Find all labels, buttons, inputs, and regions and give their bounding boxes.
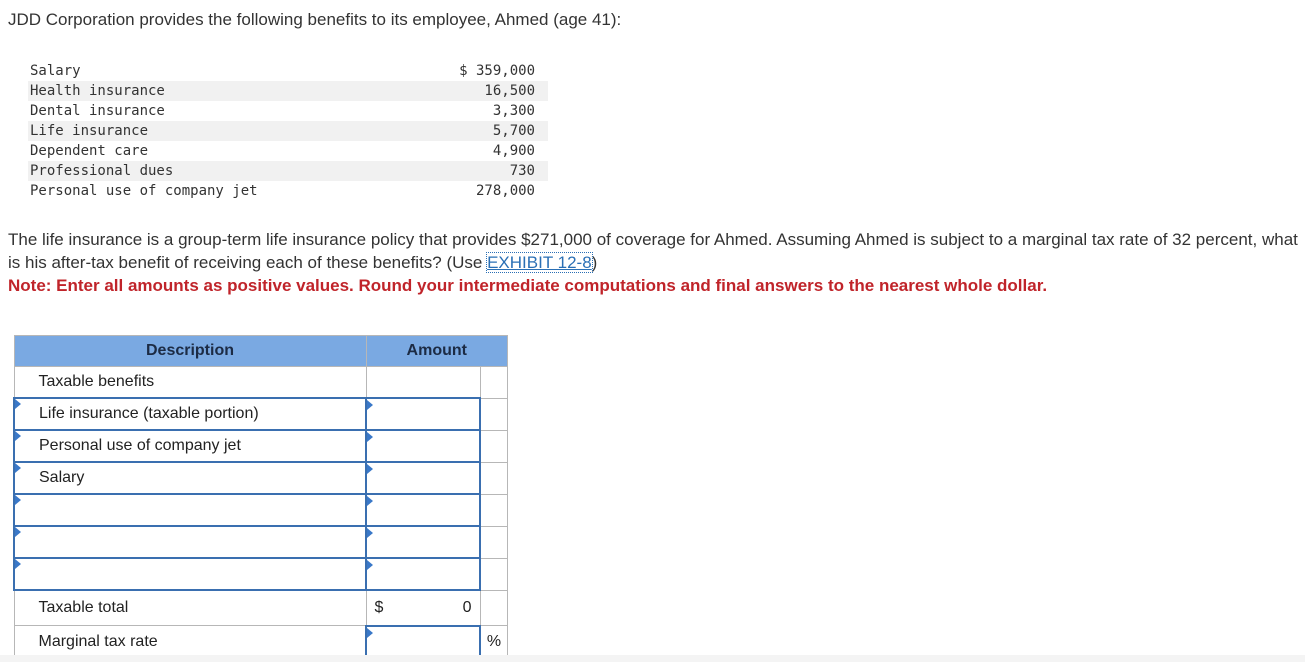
entry-marker-icon (15, 495, 21, 505)
section-label: Taxable benefits (38, 373, 155, 390)
benefit-row: Professional dues 730 (28, 161, 548, 181)
entry-marker-icon (15, 559, 21, 569)
page-bottom-edge (0, 655, 1305, 662)
percent-unit: % (480, 626, 508, 658)
question-text: The life insurance is a group-term life insurance policy that provides $271,000 of coverage for Ahmed. Assuming Ahmed is subject to a marginal tax rate of 32 percent, what is his after-tax benefit of receiving each of these benefits? (Use EXHIBIT 12-8) Note: Enter all amounts as positive values. Round your intermediate computations and final answers to the nearest whole dollar. (8, 230, 1298, 295)
header-amount: Amount (366, 336, 508, 367)
entry-marker-icon (367, 432, 373, 442)
benefit-row: Life insurance 5,700 (28, 121, 548, 141)
benefits-list (28, 61, 548, 201)
amount-input[interactable] (366, 558, 480, 590)
amount-input[interactable] (366, 494, 480, 526)
entry-marker-icon (367, 400, 373, 410)
taxable-total-label: Taxable total (38, 599, 129, 616)
entry-marker-icon (15, 431, 21, 441)
marginal-tax-rate-label: Marginal tax rate (38, 632, 158, 650)
entry-marker-icon (367, 628, 373, 638)
description-input[interactable]: Personal use of company jet (14, 430, 366, 462)
tax-rate-input[interactable] (366, 626, 480, 658)
benefit-row: Health insurance 16,500 (28, 81, 548, 101)
entry-marker-icon (367, 528, 373, 538)
problem-intro: JDD Corporation provides the following benefits to its employee, Ahmed (age 41): (8, 10, 622, 29)
entry-marker-icon (367, 496, 373, 506)
description-input[interactable] (14, 494, 366, 526)
amount-input[interactable] (366, 430, 480, 462)
benefit-row: Dental insurance 3,300 (30, 103, 535, 119)
benefit-row: Salary $ 359,000 (30, 63, 535, 79)
description-input[interactable] (14, 526, 366, 558)
entry-marker-icon (15, 399, 21, 409)
entry-marker-icon (367, 560, 373, 570)
answer-table (13, 335, 508, 659)
entry-marker-icon (15, 527, 21, 537)
amount-input[interactable] (366, 462, 480, 494)
benefit-row: Dependent care 4,900 (30, 143, 535, 159)
benefit-row: Personal use of company jet 278,000 (30, 183, 535, 199)
description-input[interactable]: Life insurance (taxable portion) (14, 398, 366, 430)
header-description: Description (14, 336, 366, 367)
description-input[interactable]: Salary (14, 462, 366, 494)
entry-marker-icon (367, 464, 373, 474)
amount-input[interactable] (366, 526, 480, 558)
taxable-total-value: $ 0 (366, 590, 480, 626)
description-input[interactable] (14, 558, 366, 590)
instruction-note: Note: Enter all amounts as positive values. Round your intermediate computations and final answers to the nearest whole dollar. (8, 276, 1048, 295)
exhibit-link[interactable]: EXHIBIT 12-8 (487, 253, 592, 272)
amount-input[interactable] (366, 398, 480, 430)
entry-marker-icon (15, 463, 21, 473)
